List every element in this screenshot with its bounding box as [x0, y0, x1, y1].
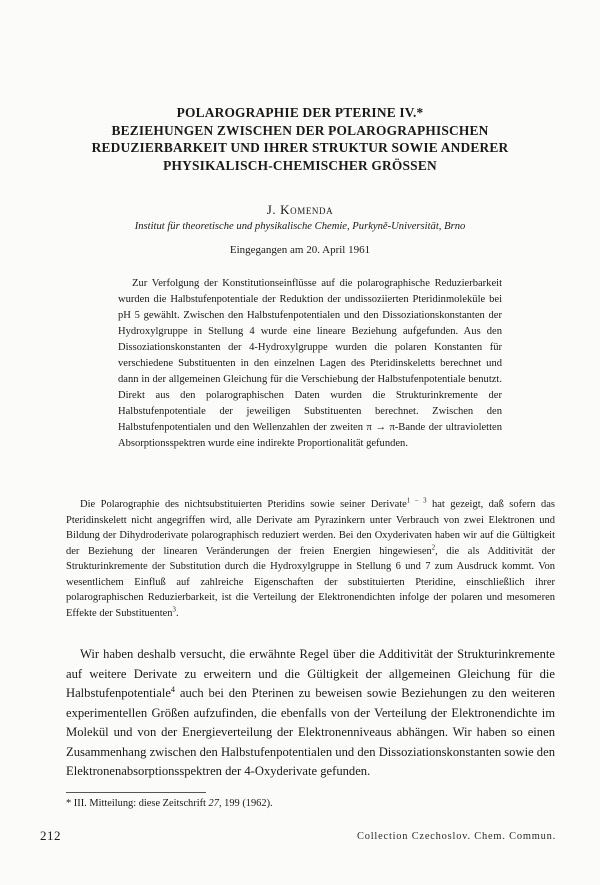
abstract-text: Zur Verfolgung der Konstitutionseinflüsse auf die polarographische Reduzierbarkeit wurden die Halbstufenpotentiale der Reduktion der undissoziierten Pteridinmoleküle bei pH 5 gewählt. Zwischen den Halbstufenpotentialen und den Dissoziationskonstanten der Hydroxylgruppe in Stellung 4 wurde eine lineare Beziehung aufgefunden. Aus den Dissoziationskonstanten der 4-Hydroxylgruppe wurden die polaren Konstanten für verschiedene Substituenten in den einzelnen Lagen des Pteridinskeletts berechnet und dann in der allgemeinen Gleichung für die Verschiebung der Halbstufenpotentiale benutzt. Direkt aus den polarographischen Daten wurden die Strukturinkremente der Halbstufenpotentiale der jeweiligen Substituenten berechnet. Zwischen den Halbstufenpotentialen und den Wellenzahlen der zweiten π → π-Bande der ultravioletten Absorptionsspektren wurde eine indirekte Proportionalität gefunden. [118, 278, 502, 449]
footnote [66, 797, 555, 811]
page-number: 212 [40, 828, 61, 843]
body1-text-3: , die als Additivität der Strukturinkremente der Substitution durch die Hydroxylgruppe in Stellung 6 und 7 zum Ausdruck kommt. Von wesentlichem Einfluß auf zahlreiche Eigenschaften der substituierten Pteridine, einschließlich ihrer polarographischen Reduzierbarkeit, ist die Verteilung der Elektronendichten infolge der polaren und mesomeren Effekte der Substituenten [66, 545, 555, 619]
footnote-volume: 27, [208, 798, 222, 809]
citation-3: 3 [172, 606, 176, 613]
title-line-1: POLAROGRAPHIE DER PTERINE IV.* [176, 105, 424, 120]
citation-2: 2 [431, 544, 436, 551]
citation-1-3: 1 − 3 [406, 497, 427, 505]
body1-text-1: Die Polarographie des nichtsubstituierten Pteridins sowie seiner Derivate [80, 499, 407, 510]
received-date: Eingegangen am 20. April 1961 [229, 244, 371, 256]
title-line-4: PHYSIKALISCH-CHEMISCHER GRÖSSEN [163, 157, 437, 173]
body-paragraph-2 [66, 645, 555, 782]
body1-text-4: . [175, 607, 179, 619]
author-initial: J. [266, 202, 277, 217]
footnote-suffix: 199 (1962). [221, 798, 273, 809]
body2-text-2: auch bei den Pterinen zu beweisen sowie Beziehungen zu den weiteren experimentellen Größen aufzufinden, die ebenfalls von der Verteilung der Elektronendichte im Molekül und von der Energieverteilung der Elektronenniveaus abhängen. Wir haben so einen Zusammenhang zwischen den Halbstufenpotentialen und den Dissoziationskonstanten sowie den Elektronenabsorptionsspektren der 4-Oxyderivate gefunden. [66, 686, 555, 778]
author-surname: Komenda [280, 202, 334, 217]
footnote-rule [66, 792, 206, 793]
article-title [60, 104, 540, 174]
title-line-2: BEZIEHUNGEN ZWISCHEN DER POLAROGRAPHISCHEN [111, 122, 489, 138]
author-affiliation: Institut für theoretische und physikalische Chemie, Purkyně-Universität, Brno [134, 221, 466, 232]
body-paragraph-1 [66, 497, 555, 621]
citation-4: 4 [170, 684, 176, 694]
journal-name: Collection Czechoslov. Chem. Commun. [357, 831, 556, 842]
body1-text-2: hat gezeigt, daß sofern das Pteridinskelett nicht angegriffen wird, alle Derivate am Pyrazinkern unter Verbrauch von zwei Elektronen und Bildung der Dihydroderivate polarographisch reduziert werden. Bei den Oxyderivaten haben wir auf die Gültigkeit der Beziehung der linearen Veränderungen der freien Energien hingewiesen [66, 499, 555, 557]
footnote-prefix: * III. Mitteilung: diese Zeitschrift [66, 798, 209, 809]
author-name [0, 202, 600, 218]
title-line-3: REDUZIERBARKEIT UND IHRER STRUKTUR SOWIE ANDERER [91, 140, 509, 155]
abstract [118, 276, 502, 452]
body2-text-1: Wir haben deshalb versucht, die erwähnte Regel über die Additivität der Strukturinkremente auf weitere Derivate zu erweitern und die Gültigkeit der allgemeinen Gleichung für die Halbstufenpotentiale [66, 647, 555, 700]
